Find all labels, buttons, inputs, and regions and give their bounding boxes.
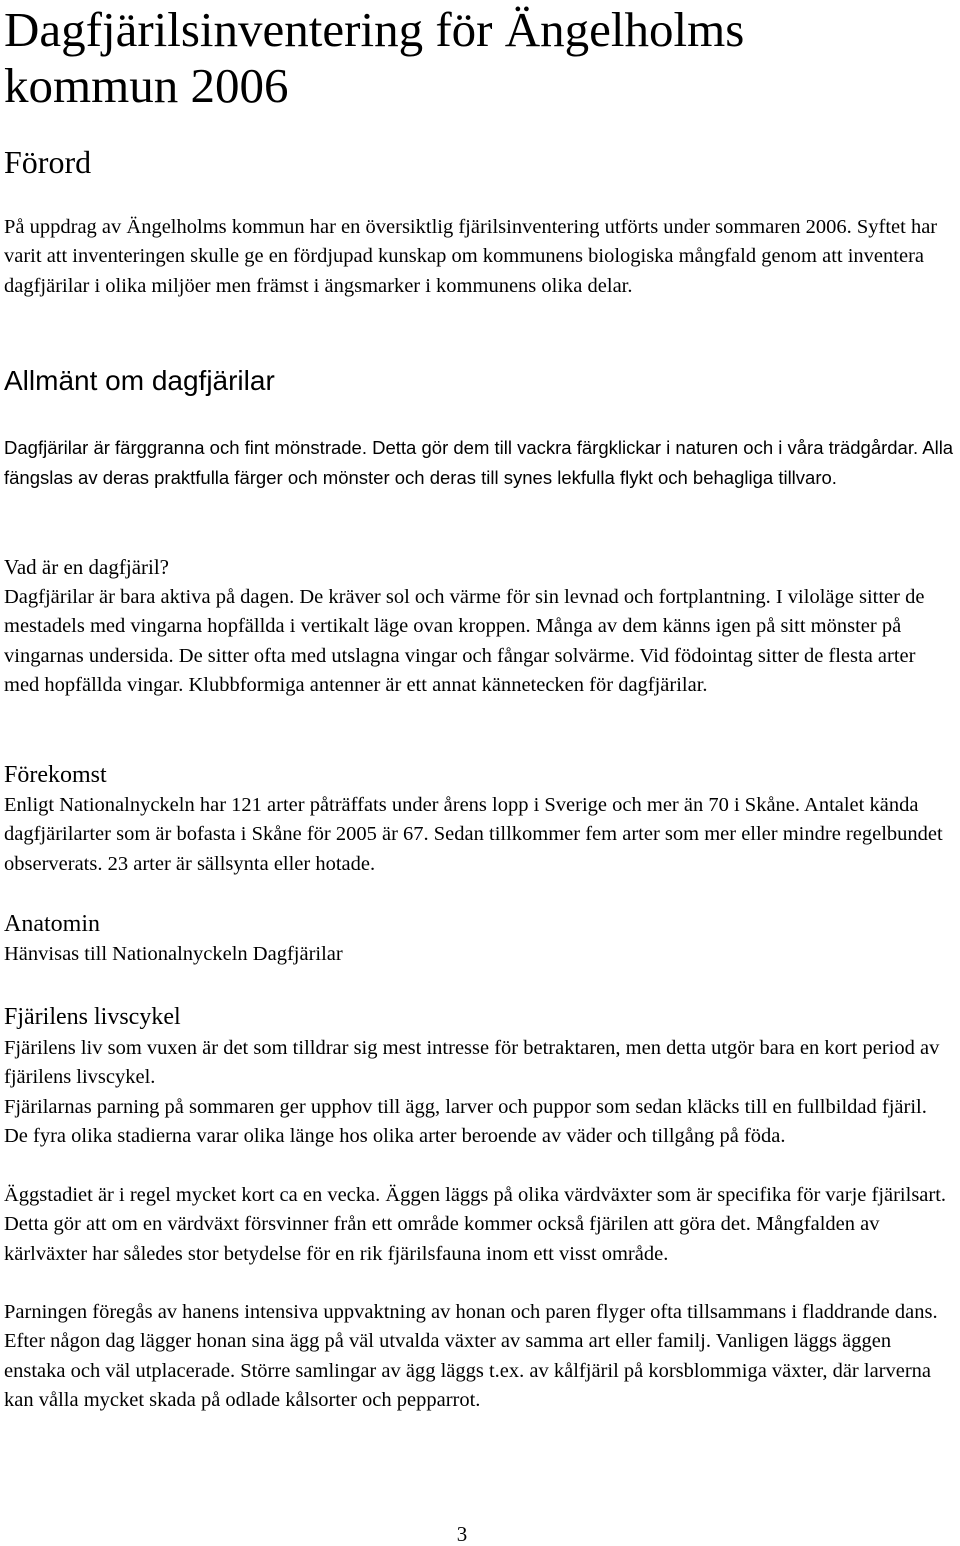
heading-vad-ar: Vad är en dagfjäril?: [4, 555, 169, 579]
page-number: 3: [456, 1522, 468, 1546]
document-title: Dagfjärilsinventering för Ängelholms kommun 2006: [4, 2, 745, 113]
paragraph-allmant: Dagfjärilar är färggranna och fint mönstrade. Detta gör dem till vackra färgklickar i naturen och i våra trädgårdar. Alla fängslas av deras praktfulla färger och mönster och deras till synes lekfulla flykt och behagliga tillvaro.: [4, 437, 954, 488]
paragraph-forord: På uppdrag av Ängelholms kommun har en översiktlig fjärilsinventering utförts under sommaren 2006. Syftet har varit att inventeringen skulle ge en fördjupad kunskap om kommunens biologiska mångfald genom att inventera dagfjärilar i olika miljöer men främst i ängsmarker i kommunens olika delar.: [4, 216, 938, 297]
heading-anatomin: Anatomin: [4, 911, 100, 937]
paragraph-livscykel-3: Äggstadiet är i regel mycket kort ca en vecka. Äggen läggs på olika värdväxter som är specifika för varje fjärilsart. Detta gör att om en värdväxt försvinner från ett område kommer också fjärilen att göra det. Mångfalden av kärlväxter har således stor betydelse för en rik fjärilsfauna inom ett visst område.: [4, 1184, 947, 1265]
paragraph-vad-ar: Dagfjärilar är bara aktiva på dagen. De kräver sol och värme för sin levnad och fortplantning. I viloläge sitter de mestadels med vingarna hopfällda i vertikalt läge ovan kroppen. Många av dem känns igen på sitt mönster på vingarnas undersida. De sitter ofta med utslagna vingar och fångar solvärme. Vid födointag sitter de flesta arter med hopfällda vingar. Klubbformiga antenner är ett annat kännetecken för dagfjärilar.: [4, 586, 925, 696]
paragraph-forekomst: Enligt Nationalnyckeln har 121 arter påträffats under årens lopp i Sverige och mer än 70 i Skåne. Antalet kända dagfjärilarter som är bofasta i Skåne för 2005 är 67. Sedan tillkommer fem arter som mer eller mindre regelbundet observerats. 23 arter är sällsynta eller hotade.: [4, 794, 943, 875]
heading-forord: Förord: [4, 144, 92, 180]
paragraph-livscykel-4: Parningen föregås av hanens intensiva uppvaktning av honan och paren flyger ofta tillsammans i fladdrande dans. Efter någon dag lägger honan sina ägg på väl utvalda växter av samma art eller familj. Vanligen läggs äggen enstaka och väl utplacerade. Större samlingar av ägg läggs t.ex. av kålfjäril på korsblommiga växter, där larverna kan vålla mycket skada på odlade kålsorter och pepparrot.: [4, 1301, 938, 1411]
heading-allmant: Allmänt om dagfjärilar: [4, 365, 275, 396]
paragraph-livscykel-2: Fjärilarnas parning på sommaren ger upphov till ägg, larver och puppor som sedan kläcks till en fullbildad fjäril. De fyra olika stadierna varar olika länge hos olika arter beroende av väder och tillgång på föda.: [4, 1096, 927, 1148]
heading-livscykel: Fjärilens livscykel: [4, 1004, 181, 1030]
paragraph-livscykel-1: Fjärilens liv som vuxen är det som tilldrar sig mest intresse för betraktaren, men detta utgör bara en kort period av fjärilens livscykel.: [4, 1037, 940, 1089]
heading-forekomst: Förekomst: [4, 762, 107, 788]
paragraph-anatomin: Hänvisas till Nationalnyckeln Dagfjärilar: [4, 943, 343, 965]
